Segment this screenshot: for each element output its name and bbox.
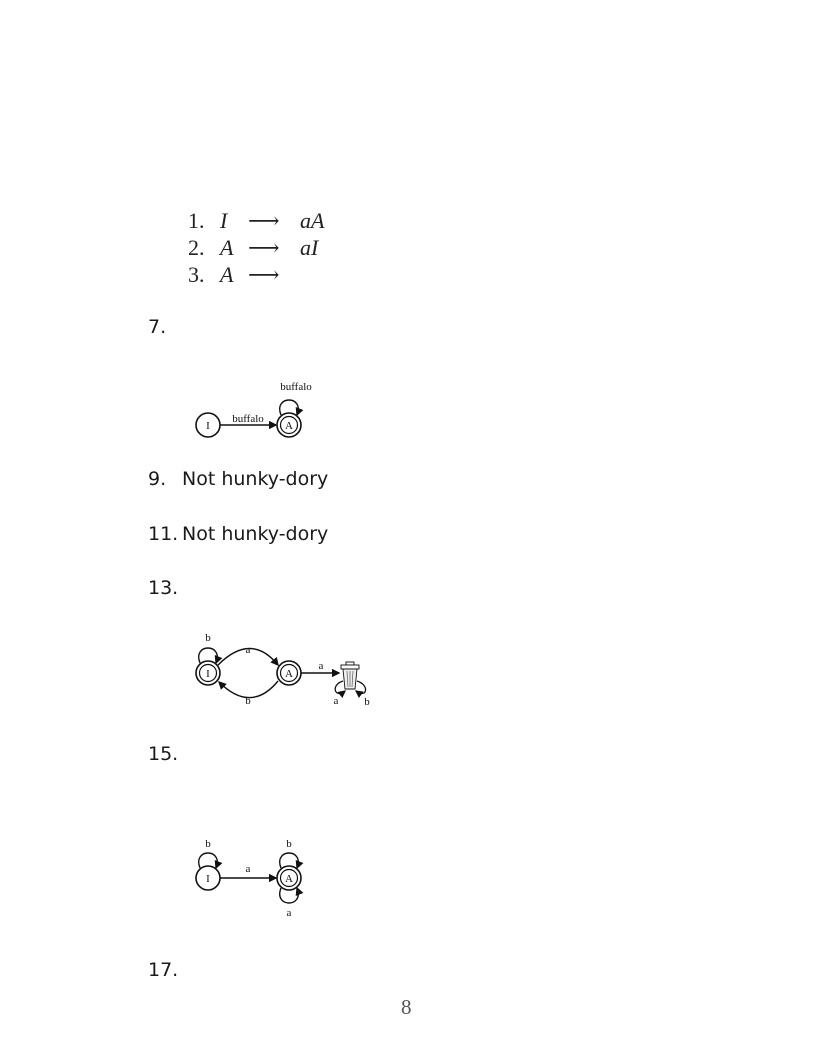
production-rhs: aA (300, 208, 325, 233)
loop-label: b (205, 838, 211, 850)
state-A (277, 413, 301, 437)
loop-label: a (286, 907, 292, 919)
loop-label: buffalo (280, 381, 312, 393)
production-lhs: A (220, 262, 234, 287)
item-9-text: Not hunky-dory (182, 468, 329, 490)
production-lhs: I (220, 208, 228, 233)
production-number: 2. (188, 235, 205, 260)
automaton-diagram-3 (185, 832, 325, 922)
transition-label: a (245, 644, 251, 656)
item-11-text: Not hunky-dory (182, 523, 329, 545)
loop-label: b (364, 696, 370, 708)
transition-label: a (318, 660, 324, 672)
state-I (196, 413, 220, 437)
transition-label: b (245, 695, 251, 707)
production-number: 3. (188, 262, 205, 287)
trash-can-icon (341, 662, 359, 689)
page-number: 8 (401, 995, 412, 1019)
state-I (196, 661, 220, 685)
state-label: I (206, 420, 210, 432)
state-I (196, 866, 220, 890)
state-label: A (285, 873, 293, 885)
loop-label: b (286, 838, 292, 850)
loop-label: a (333, 695, 339, 707)
transition-label: buffalo (232, 413, 264, 425)
loop-label: b (205, 632, 211, 644)
item-number-13: 13. (148, 577, 179, 599)
item-number-11: 11. (148, 523, 179, 545)
automaton-diagram-2 (185, 625, 385, 715)
self-loop-arrow (356, 681, 366, 693)
item-number-7: 7. (148, 316, 167, 338)
item-number-9: 9. (148, 468, 167, 490)
state-label: I (206, 668, 210, 680)
production-number: 1. (188, 208, 205, 233)
production-arrow: ⟶ (248, 235, 280, 260)
transition-label: a (245, 863, 251, 875)
state-A (277, 866, 301, 890)
automaton-diagram-1 (185, 375, 325, 445)
item-number-17: 17. (148, 959, 179, 981)
production-lhs: A (220, 235, 234, 260)
production-rhs: aI (300, 235, 319, 260)
production-arrow: ⟶ (248, 262, 280, 287)
item-number-15: 15. (148, 743, 179, 765)
state-label: A (285, 668, 293, 680)
production-arrow: ⟶ (248, 208, 280, 233)
state-label: A (285, 420, 293, 432)
state-A (277, 661, 301, 685)
self-loop-arrow (335, 681, 345, 693)
state-label: I (206, 873, 210, 885)
